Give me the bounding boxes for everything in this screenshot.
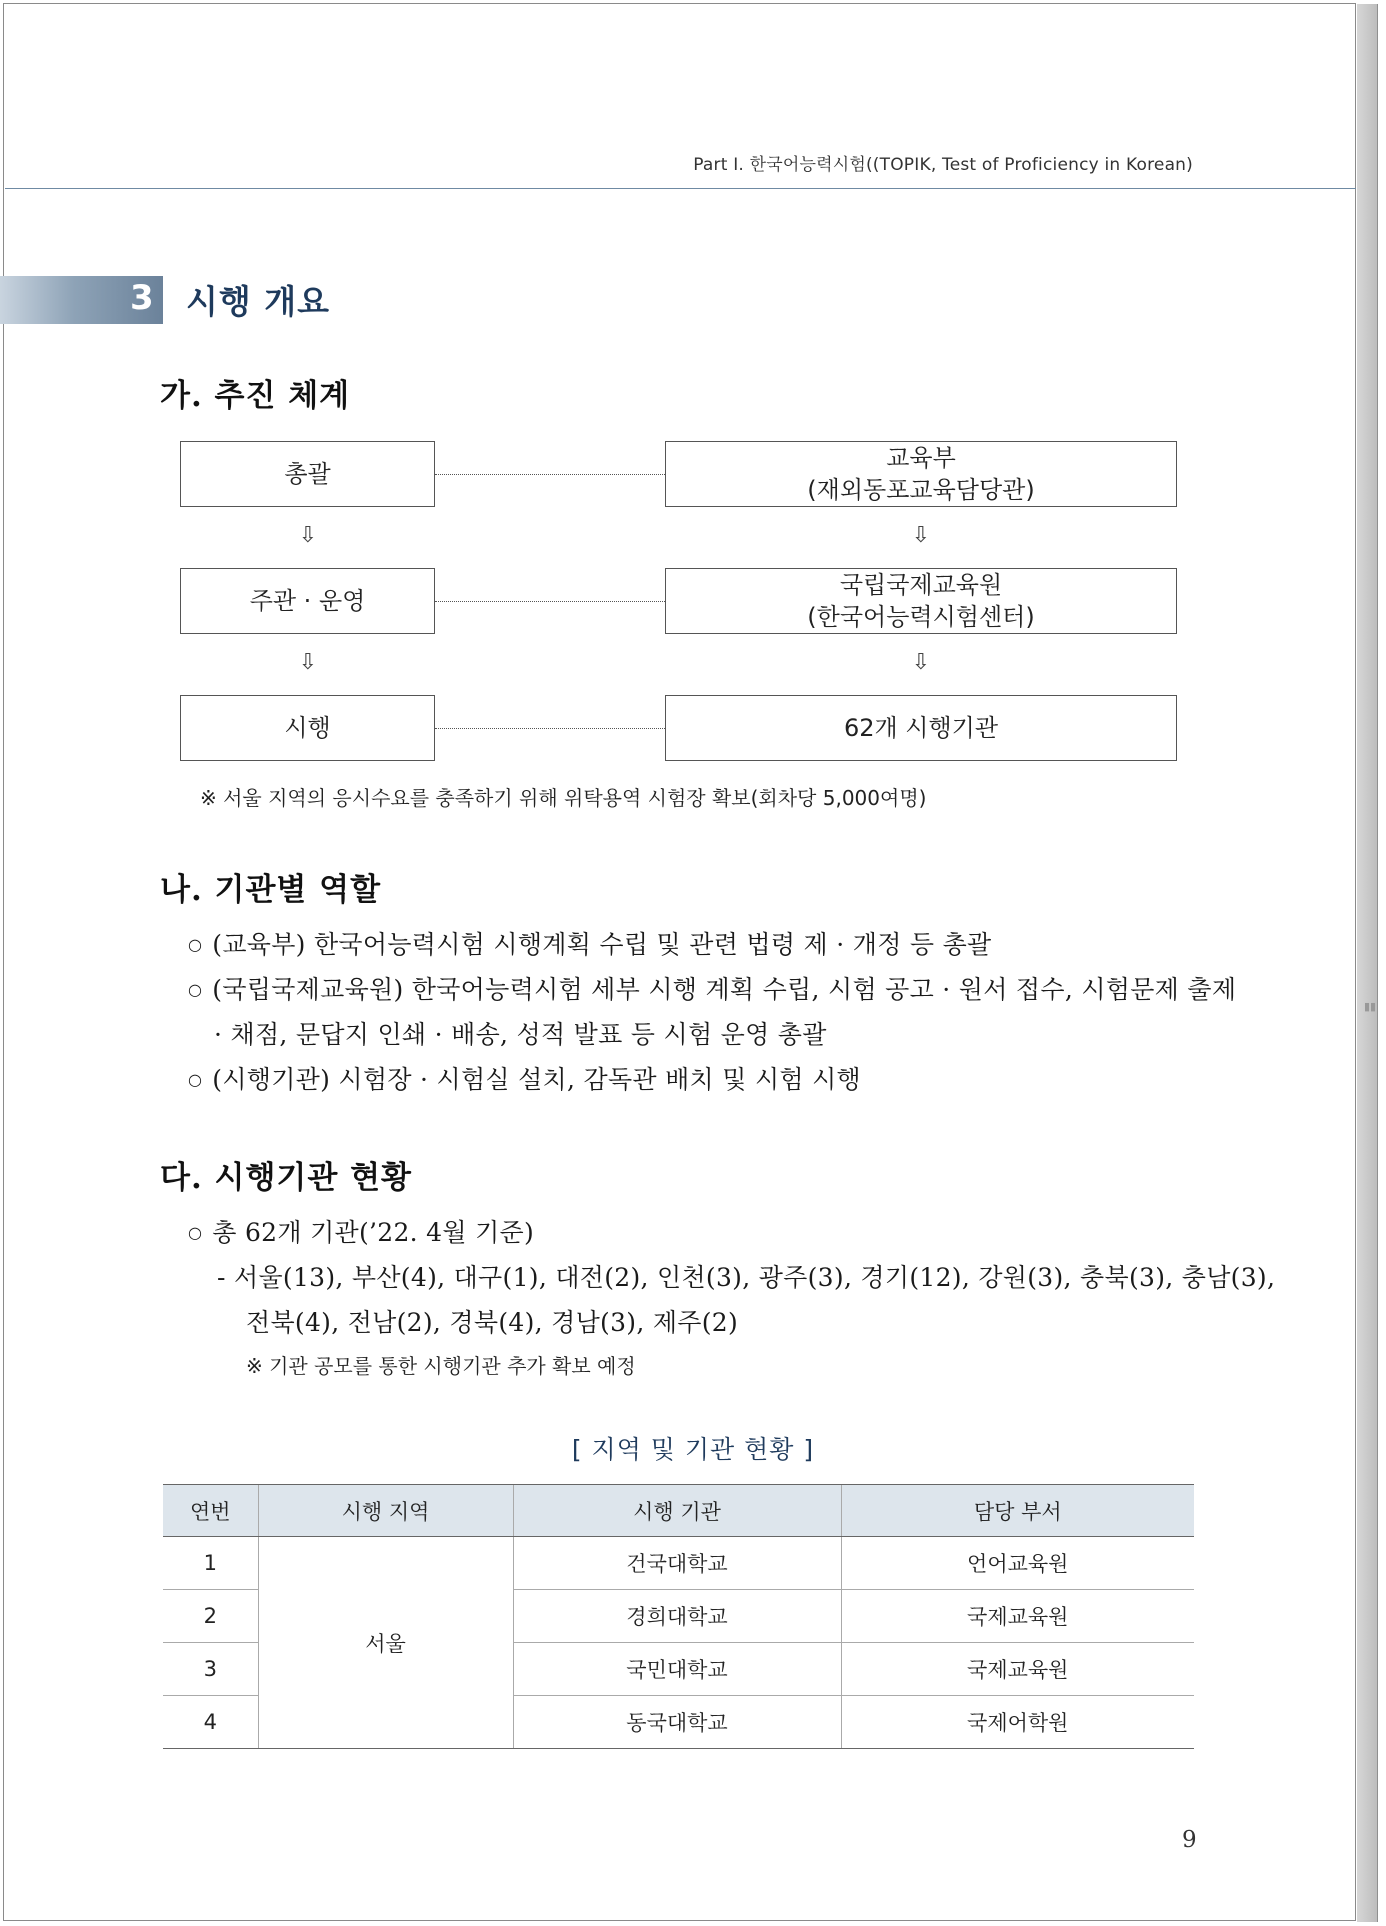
bullet-circle-icon: ○ — [188, 980, 203, 999]
org-box-label: 주관 · 운영 — [249, 587, 366, 615]
cell-institution: 건국대학교 — [513, 1537, 841, 1590]
org-box-label: 총괄 — [284, 460, 331, 488]
note-additional-institutions: ※ 기관 공모를 통한 시행기관 추가 확보 예정 — [246, 1354, 636, 1378]
col-header-institution: 시행 기관 — [513, 1485, 841, 1537]
cell-department: 국제교육원 — [841, 1643, 1194, 1696]
subsection-title-c: 다. 시행기관 현황 — [160, 1160, 412, 1196]
cell-no: 2 — [163, 1590, 258, 1643]
down-arrow-icon: ⇩ — [298, 523, 318, 548]
table-caption: [ 지역 및 기관 현황 ] — [571, 1435, 815, 1464]
cell-institution: 경희대학교 — [513, 1590, 841, 1643]
role-item-moe — [188, 925, 992, 961]
org-box-sublabel: (한국어능력시험센터) — [807, 603, 1035, 631]
region-breakdown-line-2: 전북(4), 전남(2), 경북(4), 경남(3), 제주(2) — [246, 1308, 739, 1337]
role-item-text: · 채점, 문답지 인쇄 · 배송, 성적 발표 등 시험 운영 총괄 — [214, 1020, 827, 1049]
cell-department: 언어교육원 — [841, 1537, 1194, 1590]
role-item-niied — [188, 970, 1236, 1006]
running-header: Part Ⅰ. 한국어능력시험((TOPIK, Test of Proficiency in Korean) — [693, 155, 1193, 175]
org-box-right-2 — [665, 568, 1177, 634]
cell-institution: 동국대학교 — [513, 1696, 841, 1749]
cell-no: 4 — [163, 1696, 258, 1749]
org-box-left-1 — [180, 441, 435, 507]
institution-total-text: 총 62개 기관(’22. 4월 기준) — [212, 1218, 535, 1247]
cell-department: 국제어학원 — [841, 1696, 1194, 1749]
role-item-institutions — [188, 1060, 861, 1096]
org-box-left-3 — [180, 695, 435, 761]
cell-region: 서울 — [258, 1537, 513, 1749]
subsection-title-b: 나. 기관별 역할 — [160, 872, 382, 908]
table-row — [163, 1537, 1194, 1590]
note-outsourced-venues: ※ 서울 지역의 응시수요를 충족하기 위해 위탁용역 시험장 확보(회차당 5,000여명) — [200, 786, 927, 810]
connector-line-2 — [435, 601, 665, 602]
col-header-department: 담당 부서 — [841, 1485, 1194, 1537]
col-header-no: 연번 — [163, 1485, 258, 1537]
role-item-niied-cont — [214, 1015, 827, 1051]
org-box-label: 62개 시행기관 — [843, 714, 999, 742]
connector-line-3 — [435, 728, 665, 729]
org-box-label: 시행 — [284, 714, 331, 742]
region-breakdown-line-1: - 서울(13), 부산(4), 대구(1), 대전(2), 인천(3), 광주(3), 경기(12), 강원(3), 충북(3), 충남(3), — [217, 1263, 1276, 1292]
org-box-label: 교육부 — [886, 444, 956, 472]
down-arrow-icon: ⇩ — [298, 650, 318, 675]
org-box-right-1 — [665, 441, 1177, 507]
cell-department: 국제교육원 — [841, 1590, 1194, 1643]
institution-total — [188, 1213, 534, 1249]
header-rule — [5, 188, 1356, 189]
role-item-text: (시행기관) 시험장 · 시험실 설치, 감독관 배치 및 시험 시행 — [212, 1065, 861, 1094]
org-box-right-3 — [665, 695, 1177, 761]
institution-table — [163, 1484, 1194, 1749]
down-arrow-icon: ⇩ — [911, 650, 931, 675]
bullet-circle-icon: ○ — [188, 1223, 203, 1242]
subsection-title-a: 가. 추진 체계 — [160, 378, 351, 414]
down-arrow-icon: ⇩ — [911, 523, 931, 548]
org-box-left-2 — [180, 568, 435, 634]
section-title: 시행 개요 — [186, 282, 331, 321]
page-stack-shadow — [1357, 4, 1378, 1922]
table-header-row — [163, 1485, 1194, 1537]
role-item-text: (교육부) 한국어능력시험 시행계획 수립 및 관련 법령 제 · 개정 등 총괄 — [212, 930, 992, 959]
bullet-circle-icon: ○ — [188, 1070, 203, 1089]
org-box-label: 국립국제교육원 — [839, 571, 1003, 599]
binding-mark: ▮▮ — [1364, 1000, 1377, 1013]
bullet-circle-icon: ○ — [188, 935, 203, 954]
role-item-text: (국립국제교육원) 한국어능력시험 세부 시행 계획 수립, 시험 공고 · 원서 접수, 시험문제 출제 — [212, 975, 1237, 1004]
org-box-sublabel: (재외동포교육담당관) — [807, 476, 1035, 504]
cell-no: 1 — [163, 1537, 258, 1590]
cell-no: 3 — [163, 1643, 258, 1696]
section-number: 3 — [130, 278, 154, 318]
col-header-region: 시행 지역 — [258, 1485, 513, 1537]
connector-line-1 — [435, 474, 665, 475]
cell-institution: 국민대학교 — [513, 1643, 841, 1696]
page-number: 9 — [1182, 1827, 1197, 1853]
